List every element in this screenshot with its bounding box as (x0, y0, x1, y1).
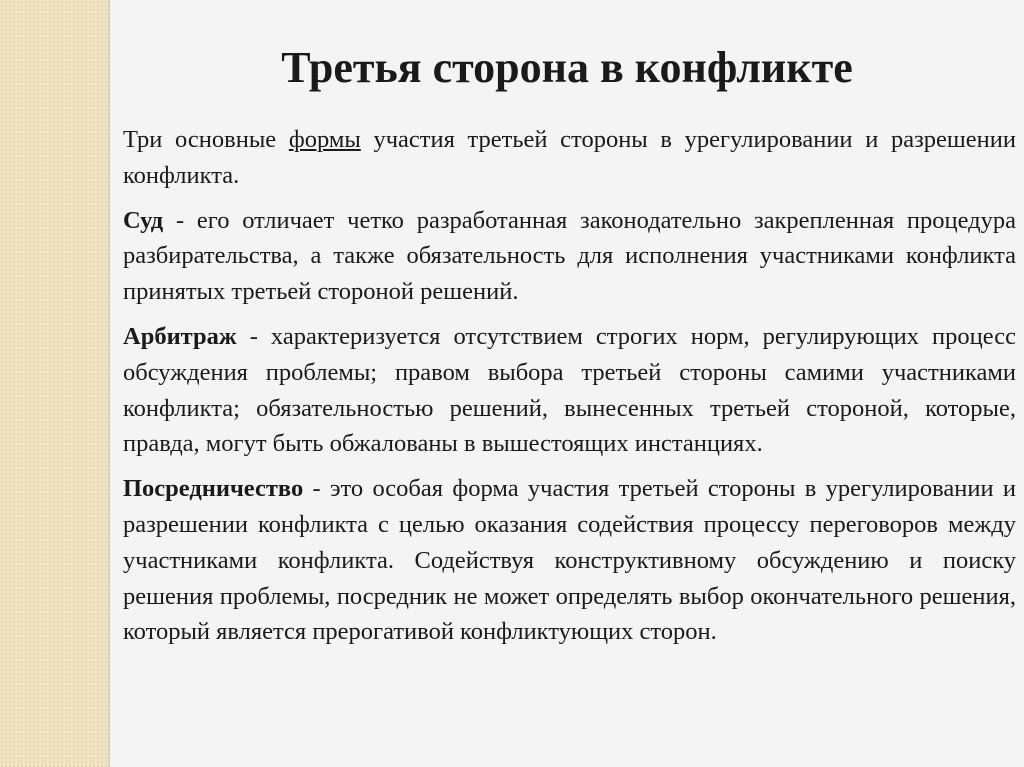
mediation-paragraph (123, 471, 1016, 650)
arbitration-paragraph (123, 319, 1016, 462)
intro-text-before: Три основные (123, 126, 289, 153)
intro-paragraph (123, 122, 1016, 194)
slide (110, 0, 1024, 767)
intro-text-after: участия третьей стороны в урегулировании и разрешении конфликта. (123, 126, 1016, 189)
arbitration-description: - характеризуется отсутствием строгих норм, регулирующих процесс обсуждения проблемы; правом выбора третьей стороны самими участниками конфликта; обязательностью решений, вынесенных третьей стороной, которые, правда, могут быть обжалованы в вышестоящих инстанциях. (123, 322, 1016, 458)
arbitration-term: Арбитраж (123, 322, 237, 350)
mediation-description: - это особая форма участия третьей стороны в урегулировании и разрешении конфликта с целью оказания содействия процессу переговоров между участниками конфликта. Содействуя конструктивному обсуждению и поиску решения проблемы, посредник не может определять выбор окончательного решения, который является прерогативой конфликтующих сторон. (123, 475, 1016, 646)
slide-title: Третья сторона в конфликте (281, 43, 853, 92)
court-paragraph (123, 203, 1016, 310)
mediation-term: Посредничество (123, 475, 304, 503)
slide-content (123, 122, 1016, 659)
court-term: Суд (123, 206, 164, 234)
forms-link[interactable]: формы (288, 126, 361, 153)
court-description: - его отличает четко разработанная законодательно закрепленная процедура разбирательства, а также обязательность для исполнения участниками конфликта принятых третьей стороной решений. (123, 206, 1016, 306)
decorative-side-strip (0, 0, 110, 767)
